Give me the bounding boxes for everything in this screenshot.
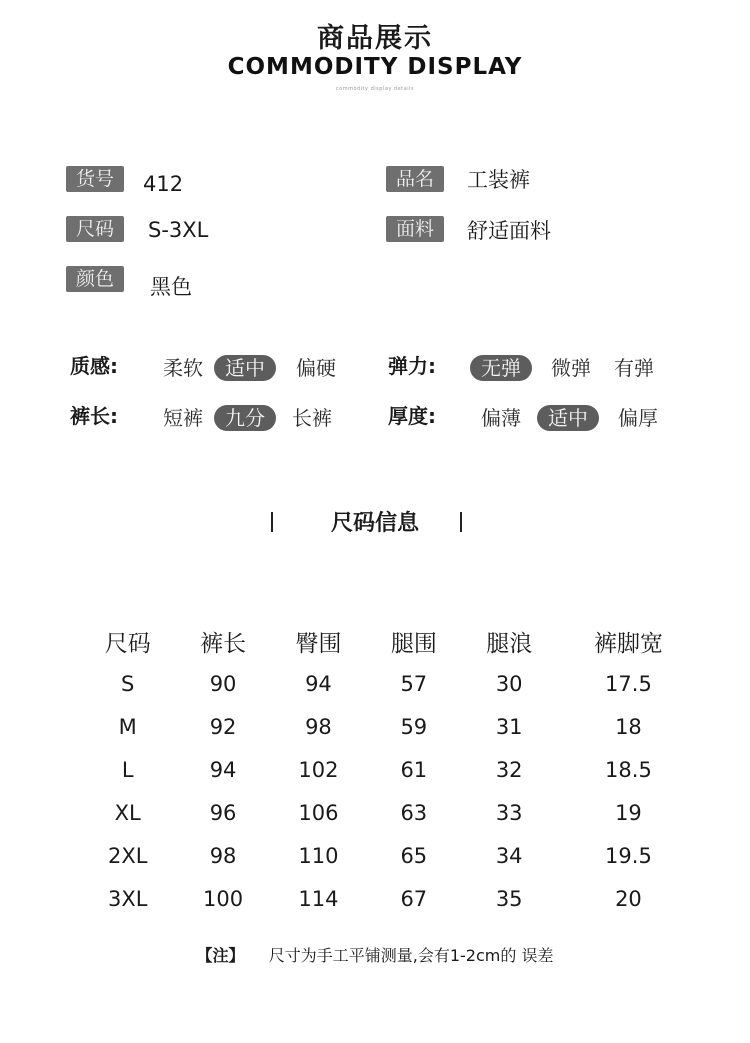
- cell-thigh: 61: [400, 757, 428, 782]
- color-tag: 颜色: [66, 266, 124, 292]
- cell-length: 98: [209, 843, 237, 868]
- thickness-option-medium: 适中: [537, 405, 599, 431]
- cell-leg-opening: 19: [615, 800, 642, 825]
- name-value: 工装裤: [467, 168, 530, 192]
- fabric-tag: 面料: [386, 216, 444, 242]
- cell-length: 90: [209, 671, 237, 696]
- cell-leg-opening: 17.5: [605, 671, 652, 696]
- size-table: [80, 620, 700, 920]
- measurement-note: [0, 943, 750, 966]
- cell-thigh: 57: [400, 671, 428, 696]
- cell-rise: 33: [495, 800, 523, 825]
- item-no-value: 412: [143, 172, 184, 196]
- cell-thigh: 67: [400, 886, 428, 911]
- length-option-long: 长裤: [292, 406, 332, 430]
- cell-length: 94: [209, 757, 237, 782]
- elastic-option-none: 无弹: [470, 355, 532, 381]
- cell-hip: 114: [298, 886, 339, 911]
- header-hip: 臀围: [295, 630, 342, 657]
- item-no-tag: 货号: [66, 166, 124, 192]
- cell-hip: 110: [298, 843, 339, 868]
- cell-leg-opening: 18.5: [605, 757, 652, 782]
- length-option-ninth: 九分: [214, 405, 276, 431]
- page-caption: commodity display details: [335, 86, 415, 92]
- texture-option-soft: 柔软: [163, 356, 203, 380]
- header-length: 裤长: [200, 630, 247, 657]
- header-leg-opening: 裤脚宽: [593, 630, 663, 657]
- thickness-option-thick: 偏厚: [618, 406, 658, 430]
- page-subtitle: COMMODITY DISPLAY: [227, 54, 523, 80]
- cell-leg-opening: 20: [615, 886, 642, 911]
- cell-hip: 106: [298, 800, 339, 825]
- cell-hip: 102: [298, 757, 339, 782]
- fabric-value: 舒适面料: [467, 219, 551, 243]
- page-title: 商品展示: [317, 23, 433, 54]
- header-size: 尺码: [104, 630, 151, 657]
- table-row: [80, 748, 700, 791]
- note-text: 尺寸为手工平铺测量,会有1-2cm的 误差: [268, 946, 554, 965]
- header-rise: 腿浪: [486, 630, 533, 657]
- cell-length: 92: [209, 714, 237, 739]
- cell-leg-opening: 19.5: [605, 843, 652, 868]
- length-label: 裤长:: [70, 404, 118, 428]
- color-value: 黑色: [150, 275, 192, 299]
- cell-size: 3XL: [107, 886, 148, 911]
- table-row: [80, 705, 700, 748]
- cell-hip: 94: [305, 671, 332, 696]
- texture-option-medium: 适中: [214, 355, 276, 381]
- cell-length: 100: [203, 886, 244, 911]
- table-row: [80, 791, 700, 834]
- texture-option-hard: 偏硬: [296, 356, 336, 380]
- cell-hip: 98: [305, 714, 332, 739]
- cell-size: L: [121, 757, 134, 782]
- table-row: [80, 834, 700, 877]
- cell-rise: 31: [495, 714, 523, 739]
- cell-size: S: [121, 671, 135, 696]
- elastic-option-high: 有弹: [614, 356, 654, 380]
- size-table-header: [80, 620, 700, 662]
- cell-rise: 32: [495, 757, 523, 782]
- texture-label: 质感:: [70, 354, 118, 378]
- cell-size: XL: [114, 800, 141, 825]
- cell-thigh: 63: [400, 800, 428, 825]
- cell-thigh: 59: [400, 714, 428, 739]
- cell-thigh: 65: [400, 843, 428, 868]
- size-tag: 尺码: [66, 216, 124, 242]
- elastic-label: 弹力:: [388, 354, 436, 378]
- thickness-option-thin: 偏薄: [481, 406, 521, 430]
- note-prefix: 【注】: [196, 946, 245, 965]
- thickness-label: 厚度:: [388, 404, 436, 428]
- cell-size: M: [118, 714, 137, 739]
- cell-leg-opening: 18: [615, 714, 642, 739]
- size-value: S-3XL: [148, 218, 209, 242]
- elastic-option-slight: 微弹: [551, 356, 591, 380]
- table-row: [80, 877, 700, 920]
- cell-size: 2XL: [107, 843, 148, 868]
- cell-rise: 34: [495, 843, 523, 868]
- table-row: [80, 662, 700, 705]
- cell-rise: 30: [495, 671, 523, 696]
- size-section-title: 尺码信息: [330, 511, 419, 536]
- name-tag: 品名: [386, 166, 444, 192]
- header-thigh: 腿围: [390, 630, 437, 657]
- length-option-short: 短裤: [163, 406, 203, 430]
- cell-rise: 35: [495, 886, 523, 911]
- cell-length: 96: [209, 800, 237, 825]
- section-divider-right: [460, 512, 462, 532]
